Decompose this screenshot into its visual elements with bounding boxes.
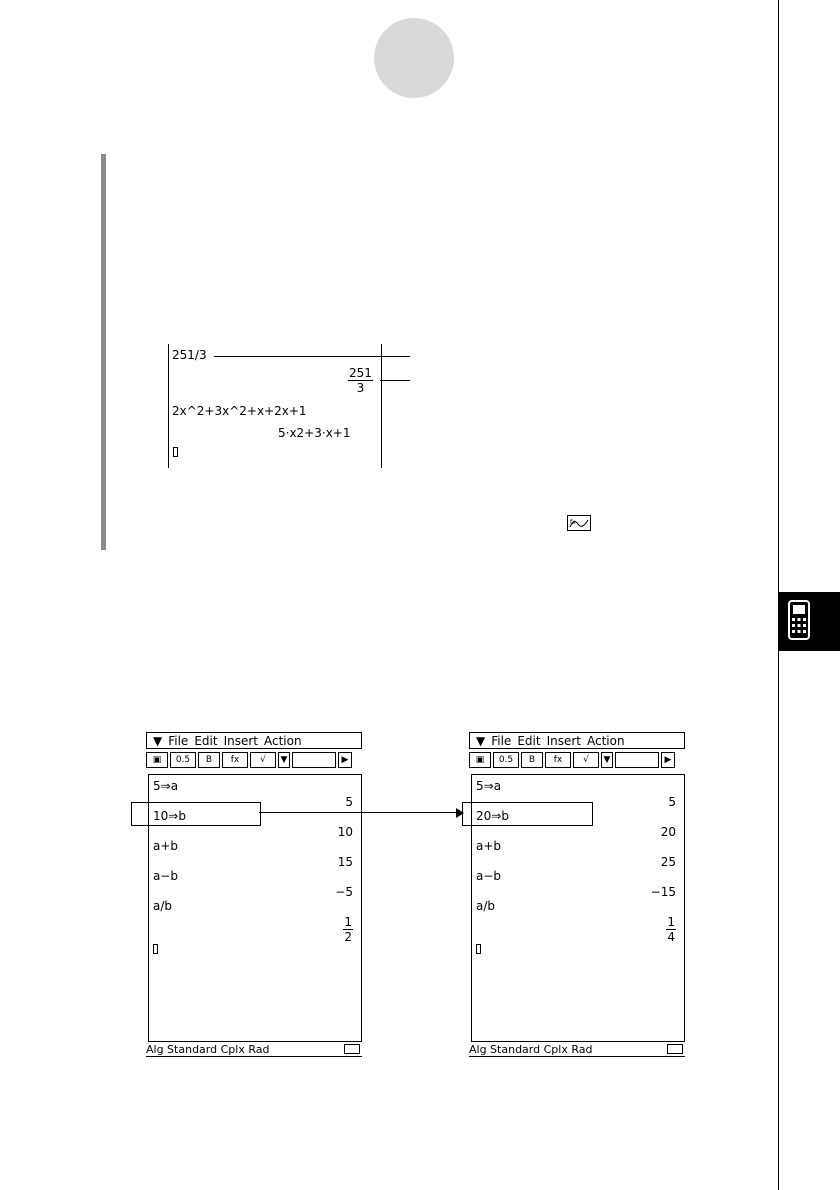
line-5-result: $\frac{1}{2}$ bbox=[344, 915, 352, 944]
menu-bar bbox=[146, 732, 362, 749]
line-3-input: a+b bbox=[476, 839, 502, 853]
section-side-bar bbox=[101, 154, 106, 550]
line-4-input: a−b bbox=[153, 869, 179, 883]
screen-left-border bbox=[168, 344, 169, 468]
example-screen-1 bbox=[168, 344, 383, 468]
svg-text:fx: fx bbox=[570, 519, 576, 526]
line-2-result: 20 bbox=[660, 825, 676, 839]
status-bar bbox=[469, 1043, 685, 1057]
save-icon[interactable]: ▣ bbox=[469, 752, 491, 768]
result-line-2: 5·x2+3·x+1 bbox=[278, 426, 351, 440]
line-4-result: −15 bbox=[650, 885, 676, 899]
menu-insert[interactable]: Insert bbox=[223, 733, 258, 748]
status-text: Alg Standard Cplx Rad bbox=[469, 1043, 593, 1056]
menu-insert[interactable]: Insert bbox=[546, 733, 581, 748]
callout-line-2 bbox=[380, 380, 410, 381]
input-cursor bbox=[153, 943, 158, 957]
menu-toggle-icon[interactable]: ▼ bbox=[476, 733, 486, 748]
simplify-icon bbox=[567, 515, 591, 531]
toolbar bbox=[146, 752, 362, 770]
sqrt-tool-icon[interactable]: √ bbox=[573, 752, 599, 768]
result-fraction-1: $\frac{251}{3}$ bbox=[349, 366, 372, 395]
decimal-toggle-icon[interactable]: 0.5 bbox=[170, 752, 196, 768]
line-4-input: a−b bbox=[476, 869, 502, 883]
simplify-tool-icon[interactable]: fx bbox=[545, 752, 571, 768]
menu-bar bbox=[469, 732, 685, 749]
line-5-result: $\frac{1}{4}$ bbox=[667, 915, 675, 944]
highlight-box-left bbox=[131, 802, 261, 826]
save-icon[interactable]: ▣ bbox=[146, 752, 168, 768]
scroll-right-icon[interactable]: ▶ bbox=[661, 752, 675, 768]
change-arrow-line bbox=[259, 812, 459, 813]
line-3-result: 15 bbox=[337, 855, 353, 869]
simplify-tool-icon[interactable]: fx bbox=[222, 752, 248, 768]
menu-edit[interactable]: Edit bbox=[194, 733, 218, 748]
menu-action[interactable]: Action bbox=[264, 733, 302, 748]
line-1-input: 5⇒a bbox=[476, 779, 502, 793]
chapter-tab-circle bbox=[374, 18, 454, 98]
line-2-input: 10⇒b bbox=[153, 809, 186, 823]
highlight-box-right bbox=[462, 802, 593, 826]
calculator-icon bbox=[787, 600, 811, 640]
input-line-1: 251/3 bbox=[172, 348, 207, 362]
battery-icon bbox=[667, 1044, 683, 1054]
toolbar-blank bbox=[292, 752, 336, 768]
menu-action[interactable]: Action bbox=[587, 733, 625, 748]
input-cursor bbox=[476, 943, 481, 957]
line-3-input: a+b bbox=[153, 839, 179, 853]
bold-icon[interactable]: B bbox=[198, 752, 220, 768]
input-cursor bbox=[173, 446, 178, 460]
menu-edit[interactable]: Edit bbox=[517, 733, 541, 748]
line-1-input: 5⇒a bbox=[153, 779, 179, 793]
status-text: Alg Standard Cplx Rad bbox=[146, 1043, 270, 1056]
screen-right-border bbox=[381, 344, 382, 468]
dropdown-icon[interactable]: ▼ bbox=[601, 752, 613, 768]
line-3-result: 25 bbox=[660, 855, 676, 869]
line-5-input: a/b bbox=[476, 899, 496, 913]
sqrt-tool-icon[interactable]: √ bbox=[250, 752, 276, 768]
bold-icon[interactable]: B bbox=[521, 752, 543, 768]
line-5-input: a/b bbox=[153, 899, 173, 913]
battery-icon bbox=[344, 1044, 360, 1054]
decimal-toggle-icon[interactable]: 0.5 bbox=[493, 752, 519, 768]
dropdown-icon[interactable]: ▼ bbox=[278, 752, 290, 768]
callout-line-1 bbox=[214, 356, 410, 357]
line-1-result: 5 bbox=[668, 795, 676, 809]
line-2-input: 20⇒b bbox=[476, 809, 509, 823]
toolbar bbox=[469, 752, 685, 770]
menu-file[interactable]: File bbox=[491, 733, 512, 748]
status-bar bbox=[146, 1043, 362, 1057]
menu-file[interactable]: File bbox=[168, 733, 189, 748]
menu-toggle-icon[interactable]: ▼ bbox=[153, 733, 163, 748]
calculator-side-tab bbox=[779, 592, 840, 651]
input-line-2: 2x^2+3x^2+x+2x+1 bbox=[172, 404, 307, 418]
scroll-right-icon[interactable]: ▶ bbox=[338, 752, 352, 768]
line-4-result: −5 bbox=[335, 885, 353, 899]
toolbar-blank bbox=[615, 752, 659, 768]
line-2-result: 10 bbox=[337, 825, 353, 839]
line-1-result: 5 bbox=[345, 795, 353, 809]
